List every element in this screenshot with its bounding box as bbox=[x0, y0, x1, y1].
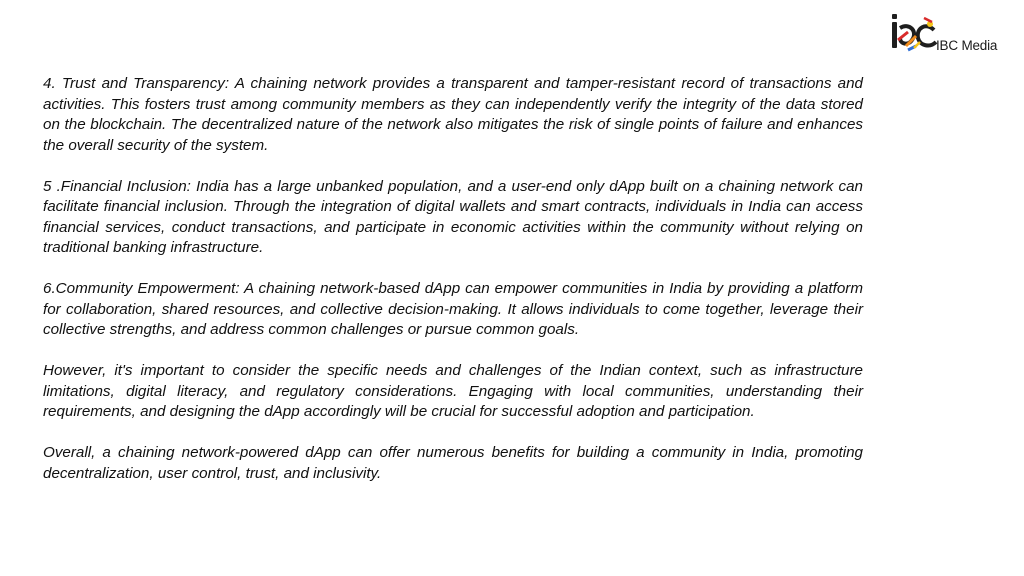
paragraph-financial-inclusion: 5 .Financial Inclusion: India has a large unbanked population, and a user-end only dApp built on a chaining network can facilitate financial inclusion. Through the integration of digital wallets and smart contracts, individuals in India can access financial services, conduct transactions, and participate in economic activities within the community without relying on traditional banking infrastructure. bbox=[43, 177, 863, 256]
logo-text: IBC Media bbox=[936, 38, 998, 53]
slide-body bbox=[43, 74, 863, 505]
paragraph-trust-transparency: 4. Trust and Transparency: A chaining network provides a transparent and tamper-resistant record of transactions and activities. This fosters trust among community members as they can independently verify the integrity of the data stored on the blockchain. The decentralized nature of the network also mitigates the risk of single points of failure and enhances the overall security of the system. bbox=[43, 75, 863, 154]
ibc-logo-icon bbox=[886, 10, 942, 56]
paragraph-community-empowerment: 6.Community Empowerment: A chaining network-based dApp can empower communities in India by providing a platform for collaboration, shared resources, and collective decision-making. It allows individuals to come together, leverage their collective strengths, and address common challenges or pursue common goals. bbox=[43, 280, 863, 338]
paragraph-however: However, it's important to consider the specific needs and challenges of the Indian context, such as infrastructure limitations, digital literacy, and regulatory considerations. Engaging with local communities, understanding their requirements, and designing the dApp accordingly will be crucial for successful adoption and participation. bbox=[43, 362, 863, 420]
paragraph-overall: Overall, a chaining network-powered dApp can offer numerous benefits for building a community in India, promoting decentralization, user control, trust, and inclusivity. bbox=[43, 444, 863, 482]
ibc-media-logo bbox=[886, 10, 1002, 56]
